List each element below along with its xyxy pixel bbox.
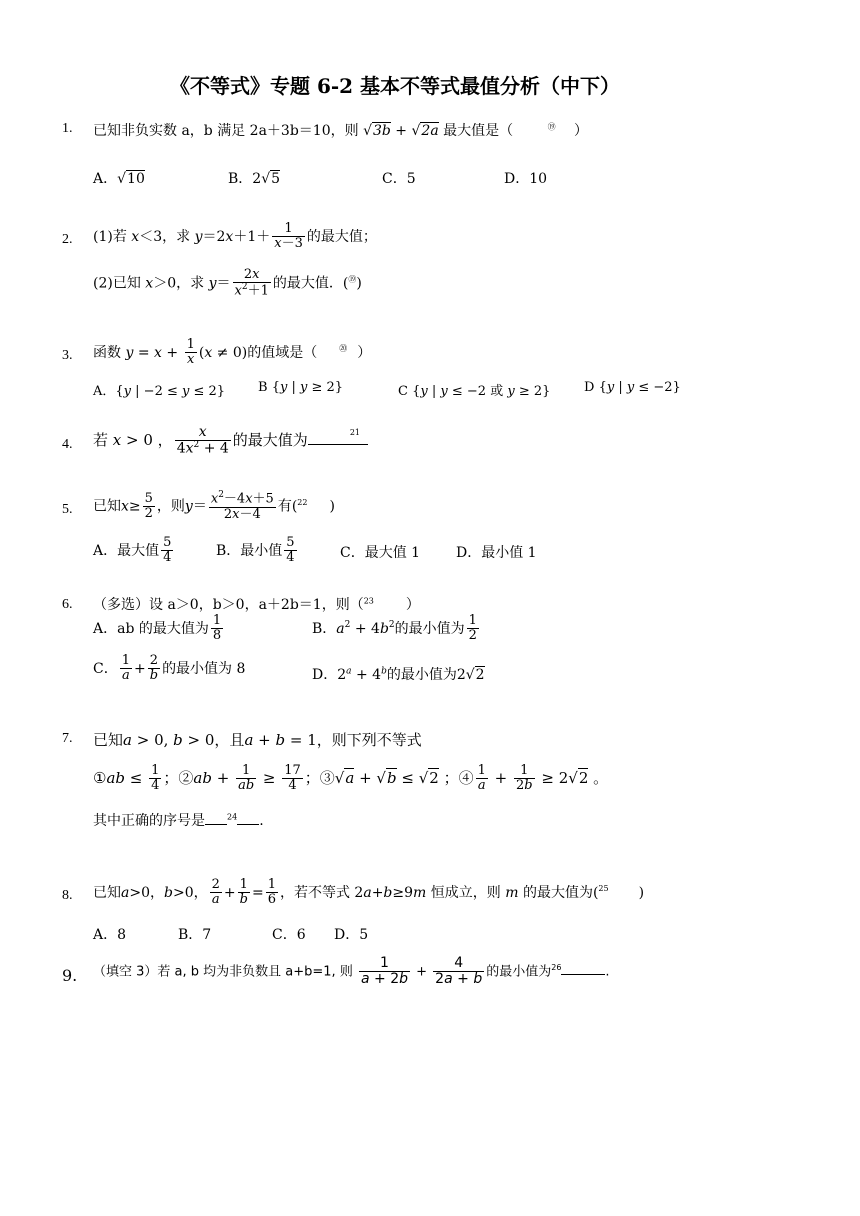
q4-stem: 若 x > 0 ， $\frac{x}{4x^2 + 4}$ 的最大值为 21 (93, 425, 368, 457)
q5-number: 5. (62, 502, 73, 517)
q5-stem: 已知x≥ $\frac{5}{2}$ ，则y＝ $\frac{x^2-4x+5}{2x-4}$ 有($^{22}$ ) (93, 490, 335, 522)
q8-option-c: C．6 (272, 927, 306, 943)
q3-option-d: D {y | y ≤ −2} (584, 380, 681, 395)
q5-option-d: D．最小值 1 (456, 545, 537, 561)
q1-close: ） (574, 123, 589, 139)
q7-stem: 已知a > 0, b > 0，且a + b = 1，则下列不等式 (93, 731, 422, 749)
question-1 (62, 120, 73, 137)
q7-answer-line: 其中正确的序号是 $^{24}$ . (93, 812, 264, 829)
q1-option-b: B．2√5 (228, 171, 281, 187)
q1-option-d: D．10 (504, 171, 548, 187)
q7-number: 7. (62, 731, 73, 746)
q3-option-c: C {y | y ≤ −2 或 y ≥ 2} (398, 384, 551, 399)
q6-option-b: B．$a^2 + 4b^2$的最小值为 $\frac{1}{2}$ (312, 613, 477, 644)
q8-option-b: B．7 (178, 927, 212, 943)
q1-text-b: 最大值是（ (443, 123, 514, 139)
q9-stem: （填空 3）若 a, b 均为非负数且 a+b=1, 则 $\frac{1}{a + 2b}$ + $\frac{4}{2a + b}$ 的最小值为$^{26}$ . (93, 955, 610, 988)
q6-stem: （多选）设 a＞0，b＞0，a＋2b＝1，则（$^{23}$ ） (93, 596, 420, 613)
q7-inequalities: ①ab ≤ $\frac{1}{4}$ ；②ab + $\frac{1}{ab}$ ≥ $\frac{17}{4}$ ；③√a + √b ≤ √2 ；④ $\frac{1}{a}$ + $\frac{1}{2b}$ ≥ 2√2 。 (93, 763, 609, 794)
q4-number: 4. (62, 437, 73, 452)
q5-option-c: C．最大值 1 (340, 545, 421, 561)
q6-option-c: C． $\frac{1}{a}$ + $\frac{2}{b}$ 的最小值为 8 (93, 653, 246, 684)
q5-option-a: A．最大值 $\frac{5}{4}$ (93, 535, 172, 566)
q3-option-a: A．{y | −2 ≤ y ≤ 2} (93, 384, 226, 399)
q2-number: 2. (62, 232, 73, 247)
q6-option-d: D．$2^a + 4^b$的最小值为2√2 (312, 666, 485, 683)
q2-part2: (2)已知 x＞0，求 y＝ $\frac{2x}{x^2+1}$ 的最大值．(⑲) (93, 267, 362, 299)
q9-number: 9. (62, 966, 78, 985)
q1-stem (93, 120, 588, 140)
q1-option-c: C．5 (382, 171, 416, 187)
q1-text: 已知非负实数 a，b 满足 2a＋3b＝10，则 (93, 123, 359, 139)
q1-number: 1. (62, 121, 73, 136)
q1-expression: √3b + √2a (363, 123, 439, 139)
q1-ref: ⑲ (547, 122, 556, 132)
q8-stem: 已知a>0，b>0， $\frac{2}{a}$ + $\frac{1}{b}$ = $\frac{1}{6}$ ，若不等式 2a+b≥9m 恒成立，则 m 的最大值为($^{25}$ ) (93, 877, 645, 908)
q3-number: 3. (62, 348, 73, 363)
q6-number: 6. (62, 597, 73, 612)
q1-option-a: A．√10 (93, 171, 145, 187)
q3-option-b: B {y | y ≥ 2} (258, 380, 344, 395)
q5-option-b: B．最小值 $\frac{5}{4}$ (216, 535, 295, 566)
q8-option-d: D．5 (334, 927, 369, 943)
q6-option-a: A．ab 的最大值为 $\frac{1}{8}$ (93, 613, 222, 644)
q2-part1: (1)若 x＜3，求 y＝2x＋1＋ $\frac{1}{x-3}$ 的最大值； (93, 221, 377, 252)
q3-stem: 函数 y = x + $\frac{1}{x}$ (x ≠ 0)的值域是（ ⑳ ） (93, 337, 372, 368)
q8-option-a: A．8 (93, 927, 127, 943)
page-title: 《不等式》专题 6-2 基本不等式最值分析（中下） (170, 74, 621, 98)
q8-number: 8. (62, 888, 73, 903)
